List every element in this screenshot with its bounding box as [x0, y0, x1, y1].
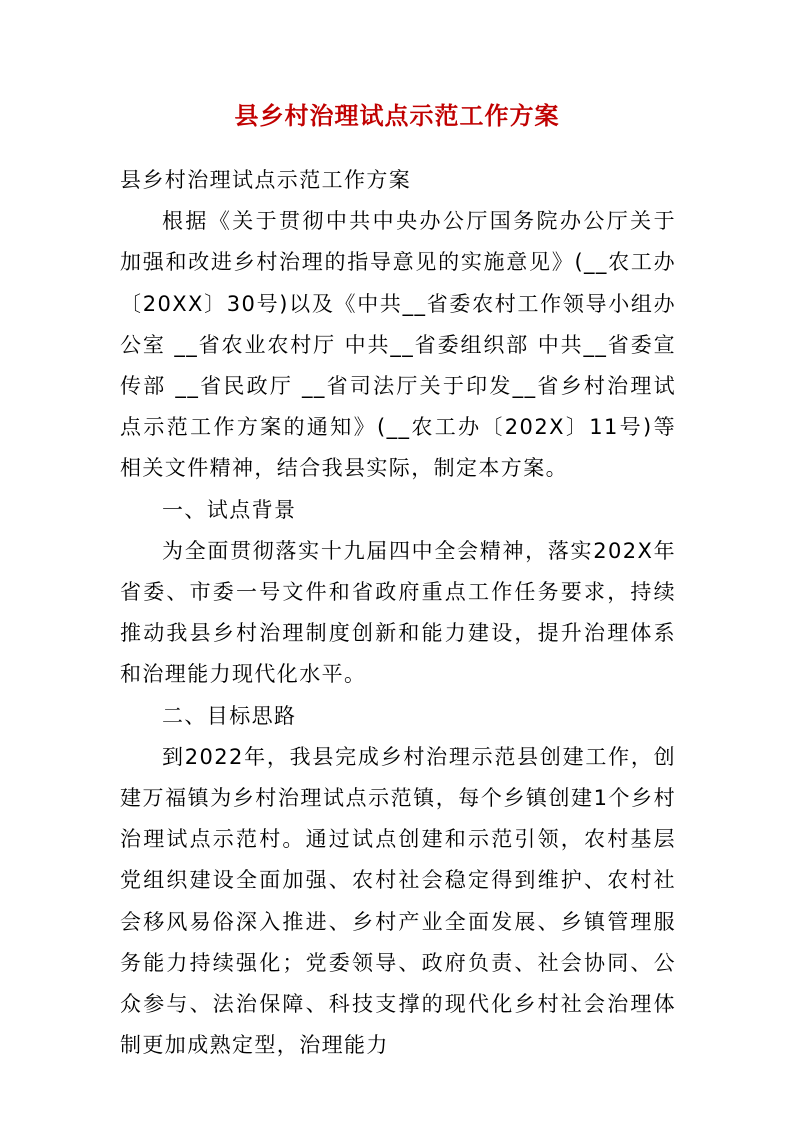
paragraph-goals: 到2022年，我县完成乡村治理示范县创建工作，创建万福镇为乡村治理试点示范镇，每个乡镇创建1个乡村治理试点示范村。通过试点创建和示范引领，农村基层党组织建设全面加强、农村社会稳定得到维护、农村社会移风易俗深入推进、乡村产业全面发展、乡镇管理服务能力持续强化；党委领导、政府负责、社会协同、公众参与、法治保障、科技支撑的现代化乡村社会治理体制更加成熟定型，治理能力 [120, 744, 676, 1058]
section-heading-background: 一、试点背景 [162, 497, 297, 522]
document-subtitle: 县乡村治理试点示范工作方案 [120, 168, 412, 192]
paragraph-background: 为全面贯彻落实十九届四中全会精神，落实202X年省委、市委一号文件和省政府重点工作任务要求，持续推动我县乡村治理制度创新和能力建设，提升治理体系和治理能力现代化水平。 [120, 538, 676, 687]
document-title: 县乡村治理试点示范工作方案 [234, 101, 560, 130]
section-heading-goals: 二、目标思路 [162, 703, 297, 728]
paragraph-basis: 根据《关于贯彻中共中央办公厅国务院办公厅关于加强和改进乡村治理的指导意见的实施意见》(__农工办〔20XX〕30号)以及《中共__省委农村工作领导小组办公室 __省农业农村厅 中共__省委组织部 中共__省委宣传部 __省民政厅 __省司法厅关于印发__省乡村治理试点示范工作方案的通知》(__农工办〔202X〕11号)等相关文件精神，结合我县实际，制定本方案。 [120, 209, 676, 481]
document-body [120, 160, 676, 1066]
